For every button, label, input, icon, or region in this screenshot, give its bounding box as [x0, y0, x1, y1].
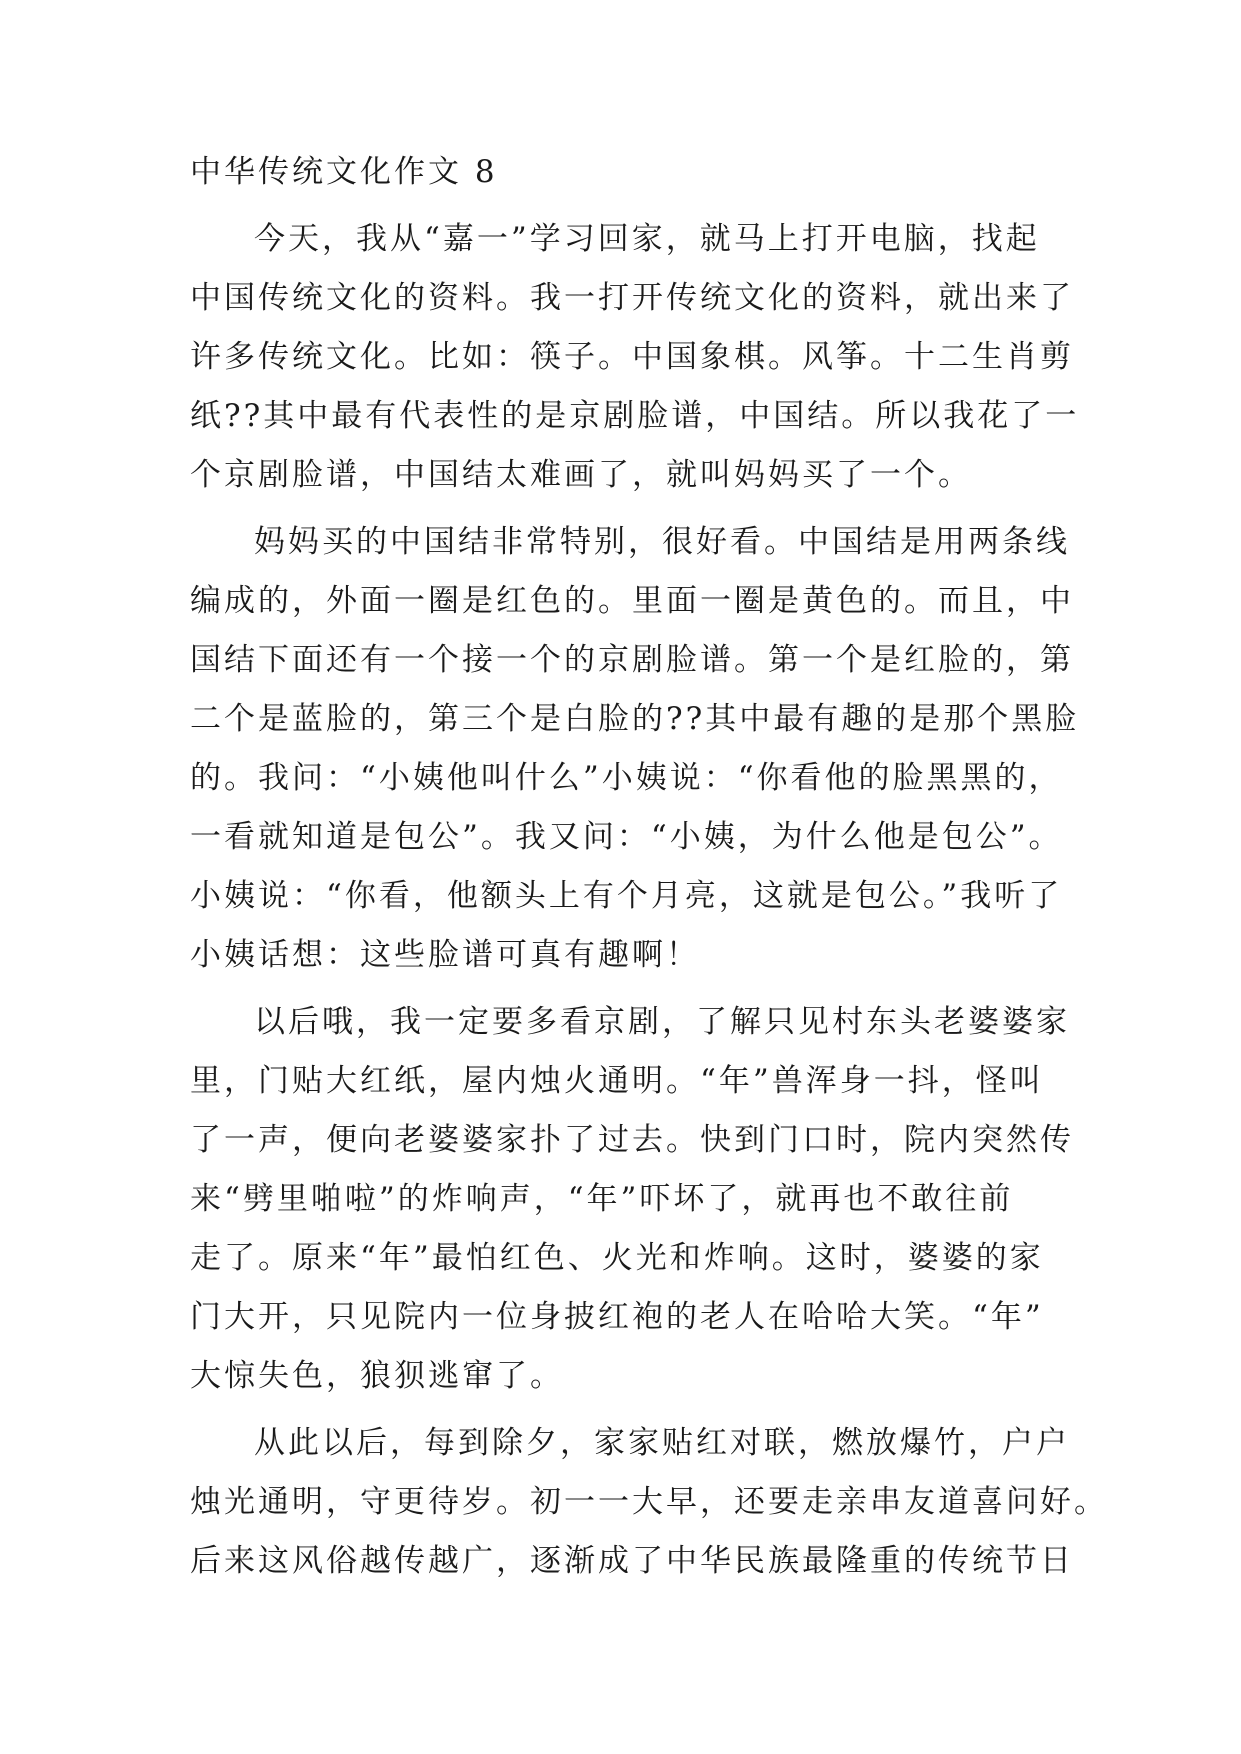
- document-body: [190, 150, 1108, 1591]
- paragraph-line: 小姨说：“你看，他额头上有个月亮，这就是包公。”我听了: [190, 878, 1063, 914]
- paragraph-line: 里，门贴大红纸，屋内烛火通明。“年”兽浑身一抖，怪叫: [190, 1063, 1044, 1099]
- paragraph-line: 烛光通明，守更待岁。初一一大早，还要走亲串友道喜问好。: [190, 1484, 1108, 1520]
- paragraph-line: 二个是蓝脸的，第三个是白脸的??其中最有趣的是那个黑脸: [190, 701, 1080, 737]
- paragraph-2: [190, 513, 1080, 985]
- paragraph-line: 大惊失色，狼狈逃窜了。: [190, 1358, 564, 1394]
- paragraph-4: [190, 1414, 1108, 1591]
- paragraph-line: 今天，我从“嘉一”学习回家，就马上打开电脑，找起: [254, 221, 1040, 257]
- paragraph-1: [190, 210, 1080, 505]
- paragraph-line: 后来这风俗越传越广，逐渐成了中华民族最隆重的传统节日: [190, 1543, 1074, 1579]
- paragraph-line: 纸??其中最有代表性的是京剧脸谱，中国结。所以我花了一: [190, 398, 1080, 434]
- paragraph-line: 了一声，便向老婆婆家扑了过去。快到门口时，院内突然传: [190, 1122, 1074, 1158]
- paragraph-line: 许多传统文化。比如：筷子。中国象棋。风筝。十二生肖剪: [190, 339, 1074, 375]
- paragraph-line: 一看就知道是包公”。我又问：“小姨，为什么他是包公”。: [190, 819, 1063, 855]
- paragraph-line: 编成的，外面一圈是红色的。里面一圈是黄色的。而且，中: [190, 583, 1074, 619]
- paragraph-line: 从此以后，每到除夕，家家贴红对联，燃放爆竹，户户: [254, 1425, 1070, 1461]
- paragraph-line: 来“劈里啪啦”的炸响声，“年”吓坏了，就再也不敢往前: [190, 1181, 1014, 1217]
- paragraph-line: 中国传统文化的资料。我一打开传统文化的资料，就出来了: [190, 280, 1074, 316]
- paragraph-line: 的。我问：“小姨他叫什么”小姨说：“你看他的脸黑黑的，: [190, 760, 1063, 796]
- paragraph-line: 门大开，只见院内一位身披红袍的老人在哈哈大笑。“年”: [190, 1299, 1044, 1335]
- document-title: 中华传统文化作文 8: [190, 154, 498, 190]
- paragraph-line: 妈妈买的中国结非常特别，很好看。中国结是用两条线: [254, 524, 1070, 560]
- paragraph-line: 以后哦，我一定要多看京剧，了解只见村东头老婆婆家: [254, 1004, 1070, 1040]
- paragraph-line: 个京剧脸谱，中国结太难画了，就叫妈妈买了一个。: [190, 457, 972, 493]
- paragraph-3: [190, 993, 1074, 1406]
- paragraph-line: 小姨话想：这些脸谱可真有趣啊！: [190, 937, 700, 973]
- paragraph-line: 走了。原来“年”最怕红色、火光和炸响。这时，婆婆的家: [190, 1240, 1044, 1276]
- paragraph-line: 国结下面还有一个接一个的京剧脸谱。第一个是红脸的，第: [190, 642, 1074, 678]
